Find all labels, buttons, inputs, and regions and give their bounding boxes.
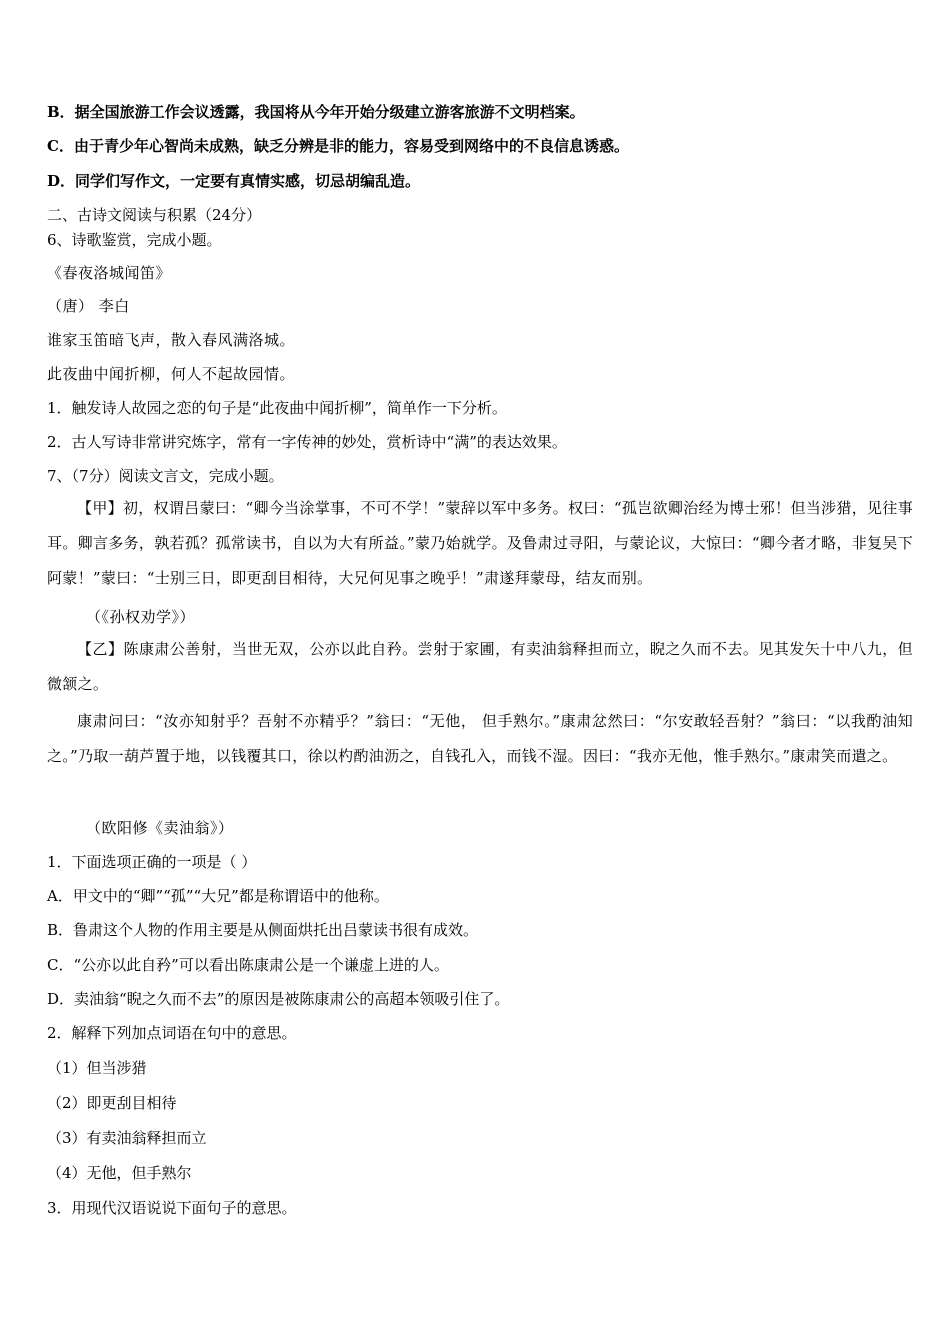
poem-author: （唐） 李白: [47, 297, 130, 315]
q7-sub1: 1．下面选项正确的一项是（ ）: [47, 853, 257, 871]
option-d-prev: D．同学们写作文，一定要有真情实感，切忌胡编乱造。: [47, 172, 421, 190]
option-c: C．“公亦以此自矜”可以看出陈康肃公是一个谦虚上进的人。: [47, 956, 449, 974]
word-item-3: （3）有卖油翁释担而立: [47, 1129, 207, 1147]
passage-yi-1: 【乙】陈康肃公善射，当世无双，公亦以此自矜。尝射于家圃，有卖油翁释担而立，睨之久而不去。见其发矢十中八九，但微颔之。: [47, 640, 913, 693]
q6-sub1: 1．触发诗人故园之恋的句子是“此夜曲中闻折柳”，简单作一下分析。: [47, 399, 507, 417]
q6-stem: 6、诗歌鉴赏，完成小题。: [47, 231, 222, 249]
q7-stem: 7、（7分）阅读文言文，完成小题。: [47, 467, 284, 485]
option-b-prev: B．据全国旅游工作会议透露，我国将从今年开始分级建立游客旅游不文明档案。: [47, 103, 585, 121]
word-item-2: （2）即更刮目相待: [47, 1094, 177, 1112]
q6-sub2: 2．古人写诗非常讲究炼字，常有一字传神的妙处，赏析诗中“满”的表达效果。: [47, 433, 567, 451]
option-a: A．甲文中的“卿”“孤”“大兄”都是称谓语中的他称。: [47, 887, 389, 905]
section-heading: 二、古诗文阅读与积累（24分）: [47, 206, 262, 224]
poem-line-1: 谁家玉笛暗飞声，散入春风满洛城。: [47, 331, 296, 349]
passage-jia-source: （《孙权劝学》）: [86, 608, 196, 626]
poem-line-2: 此夜曲中闻折柳，何人不起故园情。: [47, 365, 296, 383]
word-item-1: （1）但当涉猎: [47, 1059, 147, 1077]
passage-jia: 【甲】初，权谓吕蒙曰：“卿今当涂掌事，不可不学！”蒙辞以军中多务。权曰：“孤岂欲卿治经为博士邪！但当涉猎，见往事耳。卿言多务，孰若孤？孤常读书，自以为大有所益。”蒙乃始就学。及鲁肃过寻阳，与蒙论议，大惊曰：“卿今者才略，非复吴下阿蒙！”蒙曰：“士别三日，即更刮目相待，大兄何见事之晚乎！”肃遂拜蒙母，结友而别。: [47, 499, 913, 587]
option-d: D．卖油翁“睨之久而不去”的原因是被陈康肃公的高超本领吸引住了。: [47, 990, 510, 1008]
option-b: B．鲁肃这个人物的作用主要是从侧面烘托出吕蒙读书很有成效。: [47, 921, 479, 939]
poem-title: 《春夜洛城闻笛》: [47, 264, 172, 282]
passage-yi-2: 康肃问曰：“汝亦知射乎？吾射不亦精乎？”翁曰：“无他， 但手熟尔。”康肃忿然曰：“尔安敢轻吾射？”翁曰：“以我酌油知之。”乃取一葫芦置于地，以钱覆其口，徐以杓酌油沥之，自钱孔入，而钱不湿。因曰：“我亦无他，惟手熟尔。”康肃笑而遣之。: [47, 712, 913, 765]
passage-yi-source: （欧阳修《卖油翁》）: [86, 819, 234, 837]
word-item-4: （4）无他，但手熟尔: [47, 1164, 192, 1182]
option-c-prev: C．由于青少年心智尚未成熟，缺乏分辨是非的能力，容易受到网络中的不良信息诱惑。: [47, 137, 629, 155]
q7-sub3: 3．用现代汉语说说下面句子的意思。: [47, 1199, 297, 1217]
q7-sub2: 2．解释下列加点词语在句中的意思。: [47, 1024, 297, 1042]
